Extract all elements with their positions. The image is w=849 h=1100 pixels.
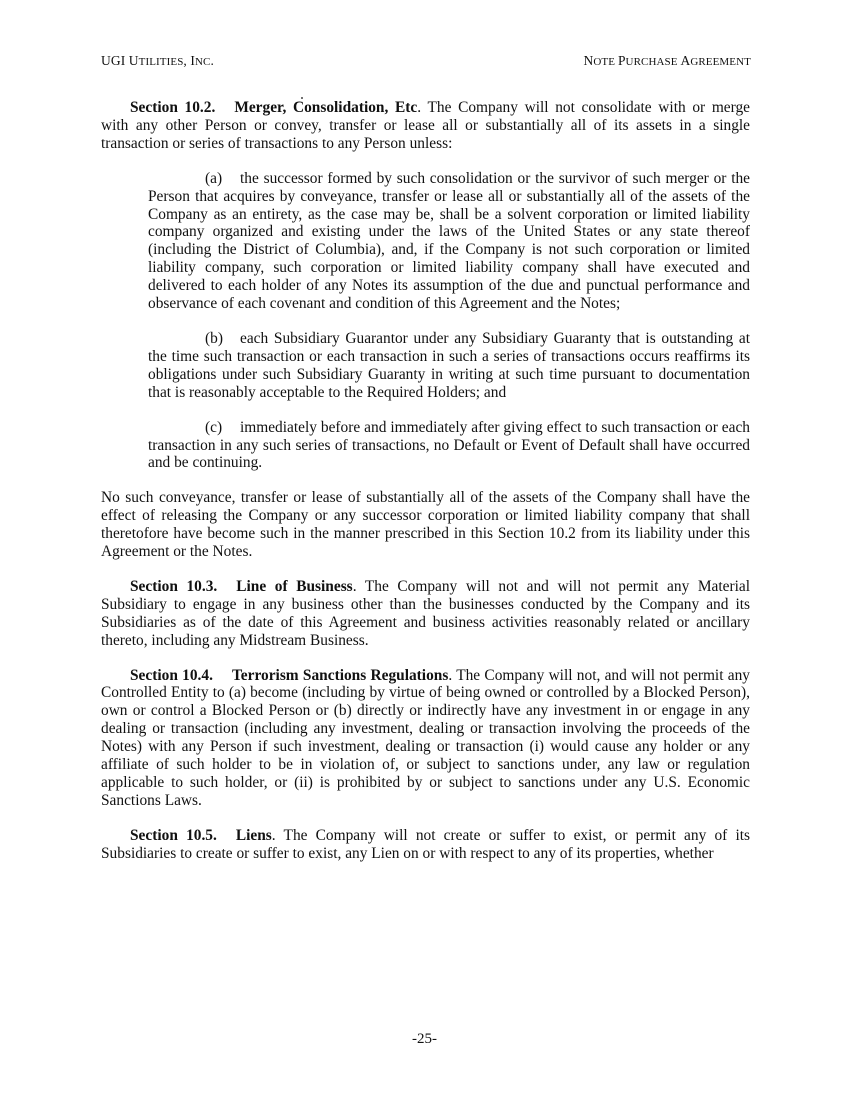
clause-b: (b) each Subsidiary Guarantor under any Subsidiary Guaranty that is outstanding at the time such transaction or each transaction in such a series of transactions occurs reaffirms its obligations under such Subsidiary Guaranty in writing at such time pursuant to documentation that is reasonably acceptable to the Required Holders; and	[148, 329, 750, 401]
section-title: Liens	[235, 826, 272, 844]
running-header	[101, 53, 751, 71]
section-number: Section 10.5.	[130, 826, 217, 844]
section-body: The Company will not create or suffer to exist, or permit any of its Subsidiaries to create or suffer to exist, any Lien on or with respect to any of its properties, whether	[101, 826, 751, 862]
section-10-4: Section 10.4. Terrorism Sanctions Regulations. The Company will not, and will not permit any Controlled Entity to (a) become (including by virtue of being owned or controlled by a Blocked Person), own or control a Blocked Person or (b) directly or indirectly have any investment in or engage in any dealing or transaction (including any investment, dealing or transaction involving the proceeds of the Notes) with any Person if such investment, dealing or transaction (i) would cause any holder or any affiliate of such holder to be in violation of, or subject to sanctions under, any law or regulation applicable to such holder, or (ii) is prohibited by or subject to sanctions under any U.S. Economic Sanctions Laws.	[101, 666, 750, 809]
section-title: Merger, Consolidation, Etc	[234, 99, 418, 116]
section-10-3: Section 10.3. Line of Business. The Company will not and will not permit any Material Subsidiary to engage in any business other than the businesses conducted by the Company and its Subsidiaries as of the date of this Agreement and business activities reasonably related or ancillary thereto, including any Midstream Business.	[101, 577, 750, 649]
section-number: Section 10.3.	[130, 577, 218, 595]
section-10-2-intro: Section 10.2. Merger, Consolidation, Etc. The Company will not consolidate with or merge with any other Person or convey, transfer or lease all or substantially all of its assets in a single transaction or series of transactions to any Person unless:	[101, 99, 750, 152]
page-number: -25-	[412, 1031, 437, 1047]
section-title: Line of Business	[236, 577, 353, 595]
document-body	[101, 99, 750, 880]
section-body: The Company will not, and will not permit any Controlled Entity to (a) become (including by virtue of being owned or controlled by a Blocked Person), own or control a Blocked Person or (b) directly or indirectly have any investment in or engage in any dealing or transaction (including any investment, dealing or transaction involving the proceeds of the Notes) with any Person if such investment, dealing or transaction (i) would cause any holder or any affiliate of such holder to be in violation of, or subject to sanctions under, any law or regulation applicable to such holder, or (ii) is prohibited by or subject to sanctions under any U.S. Economic Sanctions Laws.	[101, 666, 750, 809]
section-body: The Company will not and will not permit any Material Subsidiary to engage in any business other than the businesses conducted by the Company and its Subsidiaries as of the date of this Agreement and business activities reasonably related or ancillary thereto, including any Midstream Business.	[101, 577, 750, 649]
company-name-header: UGI UTILITIES, INC.	[101, 53, 214, 68]
section-body: The Company will not consolidate with or merge with any other Person or convey, transfer or lease all or substantially all of its assets in a single transaction or series of transactions to any Person unless:	[101, 99, 750, 152]
section-number: Section 10.4.	[130, 666, 213, 684]
clause-c: (c) immediately before and immediately after giving effect to such transaction or each transaction in any such series of transactions, no Default or Event of Default shall have occurred and be continuing.	[148, 418, 750, 472]
clause-a: (a) the successor formed by such consolidation or the survivor of such merger or the Person that acquires by conveyance, transfer or lease all or substantially all of the assets of the Company as an entirety, as the case may be, shall be a solvent corporation or limited liability company organized and existing under the laws of the United States or any state thereof (including the District of Columbia), and, if the Company is not such corporation or limited liability company, such corporation or limited liability company shall have executed and delivered to each holder of any Notes its assumption of the due and punctual performance and observance of each covenant and condition of this Agreement and the Notes;	[148, 169, 750, 313]
section-10-5: Section 10.5. Liens. The Company will not create or suffer to exist, or permit any of its Subsidiaries to create or suffer to exist, any Lien on or with respect to any of its properties, whether	[101, 826, 751, 862]
section-title: Terrorism Sanctions Regulations	[231, 666, 449, 684]
document-title-header: NOTE PURCHASE AGREEMENT	[583, 53, 751, 68]
section-number: Section 10.2.	[130, 99, 216, 116]
section-10-2-closing: No such conveyance, transfer or lease of substantially all of the assets of the Company shall have the effect of releasing the Company or any successor corporation or limited liability company that shall theretofore have become such in the manner prescribed in this Section 10.2 from its liability under this Agreement or the Notes.	[101, 489, 750, 561]
